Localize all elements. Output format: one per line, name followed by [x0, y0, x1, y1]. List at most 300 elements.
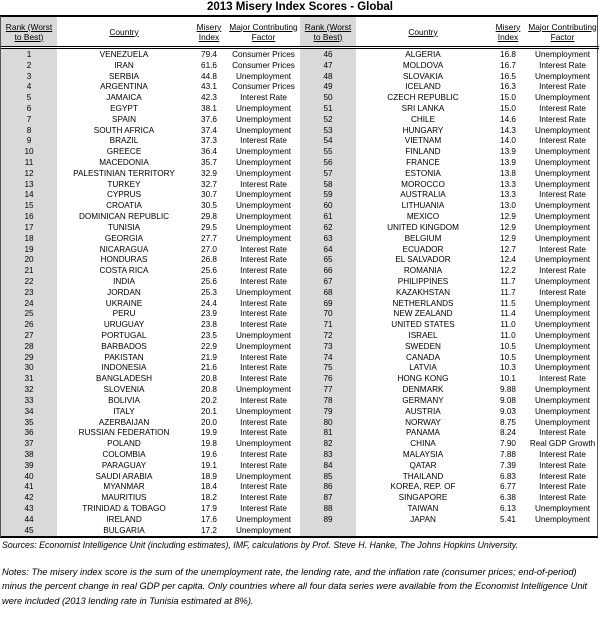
rank-cell: 87: [300, 492, 356, 503]
index-cell: 32.9: [201, 168, 217, 178]
rank-cell: 72: [300, 330, 356, 341]
table-row: [1, 330, 300, 341]
country-cell: DOMINICAN REPUBLIC: [78, 212, 170, 222]
table-row: [1, 168, 300, 179]
factor-cell: Unemployment: [534, 179, 591, 189]
rank-cell: 13: [1, 179, 57, 190]
country-cell: VENEZUELA: [99, 49, 149, 59]
rank-cell: 37: [1, 438, 57, 449]
index-cell: 11.7: [500, 287, 516, 297]
rank-cell: 76: [300, 373, 356, 384]
index-cell: 23.5: [201, 331, 217, 341]
table-row: [300, 254, 599, 265]
factor-cell: Interest Rate: [240, 244, 287, 254]
table-row: [300, 71, 599, 82]
country-cell: ICELAND: [405, 82, 441, 92]
table-body-right: [300, 49, 599, 536]
table-row: [300, 298, 599, 309]
rank-cell: 34: [1, 406, 57, 417]
country-cell: PAKISTAN: [104, 352, 144, 362]
rank-cell: 69: [300, 298, 356, 309]
index-cell: 5.41: [500, 514, 516, 524]
index-cell: 19.9: [201, 428, 217, 438]
factor-cell: Unemployment: [534, 395, 591, 405]
table-row: [1, 352, 300, 363]
table-row: [300, 460, 599, 471]
index-cell: 22.9: [201, 341, 217, 351]
rank-cell: 1: [1, 49, 57, 60]
factor-cell: Interest Rate: [539, 114, 586, 124]
factor-cell: Interest Rate: [539, 374, 586, 384]
country-cell: NORWAY: [405, 417, 441, 427]
country-cell: COSTA RICA: [99, 266, 149, 276]
factor-column-header: Major Contributing Factor: [229, 21, 298, 42]
country-cell: CHILE: [410, 114, 436, 124]
factor-cell: Interest Rate: [539, 190, 586, 200]
rank-cell: 65: [300, 254, 356, 265]
page-title: 2013 Misery Index Scores - Global: [207, 1, 393, 13]
country-cell: KOREA, REP. OF: [390, 482, 456, 492]
index-cell: 20.8: [201, 385, 217, 395]
table-row: [300, 114, 599, 125]
rank-cell: [300, 525, 356, 536]
rank-cell: 15: [1, 200, 57, 211]
factor-cell: Unemployment: [534, 222, 591, 232]
index-cell: 7.88: [500, 449, 516, 459]
rank-cell: 32: [1, 384, 57, 395]
rank-cell: 25: [1, 309, 57, 320]
index-cell: 42.3: [201, 93, 217, 103]
index-cell: 13.0: [500, 201, 516, 211]
country-cell: HUNGARY: [402, 125, 444, 135]
rank-cell: 52: [300, 114, 356, 125]
table-row: [300, 49, 599, 60]
table-row: [300, 482, 599, 493]
index-cell: 16.7: [500, 60, 516, 70]
rank-cell: 16: [1, 211, 57, 222]
country-cell: PERU: [112, 309, 136, 319]
rank-cell: 6: [1, 103, 57, 114]
index-cell: 36.4: [201, 147, 217, 157]
index-cell: 79.4: [201, 49, 217, 59]
table-row: [1, 525, 300, 536]
index-cell: 29.5: [201, 222, 217, 232]
index-cell: 11.7: [500, 276, 516, 286]
table-row: [300, 341, 599, 352]
index-cell: 37.3: [201, 136, 217, 146]
table-row: [300, 81, 599, 92]
rank-cell: 4: [1, 81, 57, 92]
rank-cell: 5: [1, 92, 57, 103]
country-cell: BULGARIA: [103, 525, 145, 535]
rank-cell: 7: [1, 114, 57, 125]
index-cell: 37.6: [201, 114, 217, 124]
table-row: [1, 460, 300, 471]
factor-cell: Interest Rate: [240, 320, 287, 330]
index-cell: 21.6: [201, 363, 217, 373]
factor-cell: Unemployment: [235, 190, 292, 200]
table-row: [1, 136, 300, 147]
index-cell: 6.83: [500, 471, 516, 481]
index-cell: 27.7: [201, 233, 217, 243]
index-cell: 61.6: [201, 60, 217, 70]
index-cell: 12.2: [500, 266, 516, 276]
rank-cell: 81: [300, 427, 356, 438]
country-cell: MAURITIUS: [101, 493, 147, 503]
factor-cell: Unemployment: [235, 147, 292, 157]
index-cell: 14.0: [500, 136, 516, 146]
table-right-half: [300, 17, 599, 536]
table-row: [300, 373, 599, 384]
country-cell: TUNISIA: [107, 222, 141, 232]
index-cell: 24.4: [201, 298, 217, 308]
index-cell: 21.9: [201, 352, 217, 362]
rank-cell: 18: [1, 233, 57, 244]
table-row: [300, 276, 599, 287]
factor-cell: Interest Rate: [240, 374, 287, 384]
rank-column-header: Rank (Worst to Best): [300, 17, 356, 46]
table-row: [300, 330, 599, 341]
country-cell: ISRAEL: [408, 331, 438, 341]
factor-cell: Unemployment: [235, 525, 292, 535]
index-cell: 13.9: [500, 158, 516, 168]
rank-cell: 63: [300, 233, 356, 244]
index-cell: 9.08: [500, 395, 516, 405]
factor-cell: Unemployment: [534, 504, 591, 514]
table-row: [300, 427, 599, 438]
country-cell: DENMARK: [402, 385, 444, 395]
rank-cell: 47: [300, 60, 356, 71]
factor-cell: Interest Rate: [539, 244, 586, 254]
factor-cell: Unemployment: [534, 309, 591, 319]
factor-cell: Unemployment: [534, 341, 591, 351]
table-row: [300, 309, 599, 320]
country-cell: LATVIA: [409, 363, 437, 373]
country-cell: PORTUGAL: [101, 331, 147, 341]
factor-cell: Interest Rate: [240, 504, 287, 514]
factor-cell: Unemployment: [534, 233, 591, 243]
country-cell: MEXICO: [406, 212, 440, 222]
factor-cell: Unemployment: [534, 158, 591, 168]
country-cell: GREECE: [106, 147, 142, 157]
index-cell: [490, 525, 526, 536]
rank-cell: 74: [300, 352, 356, 363]
factor-cell: Interest Rate: [240, 493, 287, 503]
country-cell: BOLIVIA: [108, 395, 140, 405]
index-cell: 14.6: [500, 114, 516, 124]
rank-cell: 28: [1, 341, 57, 352]
factor-cell: Unemployment: [534, 125, 591, 135]
table-row: [1, 406, 300, 417]
country-cell: AZERBAIJAN: [98, 417, 150, 427]
table-row: [1, 71, 300, 82]
rank-cell: 51: [300, 103, 356, 114]
rank-cell: 49: [300, 81, 356, 92]
methodology-note: Notes: The misery index score is the sum of the unemployment rate, the lending rate, and the inflation rate (consumer prices; end-of-period) minus the percent change in real GDP per capita. Only countries where all four data series were available from the Economist Intelligence Unit were included (2013 lending rate in Tunisia estimated at 8%).: [2, 566, 588, 606]
index-cell: 7.39: [500, 460, 516, 470]
table-row: [1, 233, 300, 244]
index-cell: 18.4: [201, 482, 217, 492]
rank-cell: 53: [300, 125, 356, 136]
rank-cell: 55: [300, 146, 356, 157]
factor-cell: Interest Rate: [240, 395, 287, 405]
factor-cell: Interest Rate: [240, 136, 287, 146]
country-cell: CROATIA: [106, 201, 142, 211]
rank-cell: 59: [300, 190, 356, 201]
table-body-left: [1, 49, 300, 536]
country-cell: GEORGIA: [104, 233, 144, 243]
index-cell: 18.9: [201, 471, 217, 481]
rank-cell: 41: [1, 482, 57, 493]
table-row: [1, 384, 300, 395]
index-cell: 9.03: [500, 406, 516, 416]
country-cell: EL SALVADOR: [395, 255, 451, 265]
index-cell: 11.0: [500, 320, 516, 330]
country-cell: ARGENTINA: [100, 82, 148, 92]
rank-cell: 58: [300, 179, 356, 190]
table-row: [1, 363, 300, 374]
rank-cell: 29: [1, 352, 57, 363]
table-row: [1, 254, 300, 265]
index-cell: 35.7: [201, 158, 217, 168]
index-cell: 17.2: [201, 525, 217, 535]
factor-cell: Interest Rate: [539, 287, 586, 297]
rank-cell: 80: [300, 417, 356, 428]
rank-cell: 60: [300, 200, 356, 211]
country-cell: EGYPT: [110, 103, 138, 113]
index-cell: 30.7: [201, 190, 217, 200]
country-cell: AUSTRIA: [405, 406, 441, 416]
rank-cell: 35: [1, 417, 57, 428]
index-cell: 12.7: [500, 244, 516, 254]
table-row: [300, 244, 599, 255]
index-cell: 9.88: [500, 385, 516, 395]
index-cell: 10.5: [500, 341, 516, 351]
index-cell: 8.24: [500, 428, 516, 438]
rank-cell: 27: [1, 330, 57, 341]
factor-column-header: Major Contributing Factor: [528, 21, 597, 42]
table-row: [1, 373, 300, 384]
rank-cell: 54: [300, 136, 356, 147]
rank-cell: 61: [300, 211, 356, 222]
table-row: [1, 276, 300, 287]
index-cell: 26.8: [201, 255, 217, 265]
table-row: [1, 200, 300, 211]
factor-cell: Unemployment: [534, 49, 591, 59]
factor-cell: Unemployment: [534, 331, 591, 341]
factor-cell: Interest Rate: [240, 298, 287, 308]
country-cell: MYANMAR: [103, 482, 145, 492]
rank-cell: 24: [1, 298, 57, 309]
table-row: [300, 471, 599, 482]
country-cell: NICARAGUA: [99, 244, 149, 254]
factor-cell: Interest Rate: [240, 482, 287, 492]
table-row: [1, 319, 300, 330]
index-cell: 10.3: [500, 363, 516, 373]
index-cell: 10.1: [500, 374, 516, 384]
factor-cell: Unemployment: [534, 320, 591, 330]
country-cell: JORDAN: [107, 287, 141, 297]
table-row: [300, 417, 599, 428]
factor-cell: Unemployment: [235, 406, 292, 416]
table-row: [300, 287, 599, 298]
index-cell: 25.3: [201, 287, 217, 297]
index-cell: 29.8: [201, 212, 217, 222]
table-row: [1, 103, 300, 114]
factor-cell: Unemployment: [235, 103, 292, 113]
factor-cell: Consumer Prices: [232, 82, 295, 92]
rank-cell: 9: [1, 136, 57, 147]
misery-index-column-header: Misery Index: [495, 21, 521, 42]
country-cell: JAPAN: [410, 514, 436, 524]
country-cell: AUSTRALIA: [400, 190, 446, 200]
index-cell: 13.3: [500, 179, 516, 189]
rank-cell: 78: [300, 395, 356, 406]
rank-cell: 23: [1, 287, 57, 298]
factor-cell: Interest Rate: [240, 179, 287, 189]
table-row: [1, 190, 300, 201]
rank-cell: 12: [1, 168, 57, 179]
index-cell: 18.2: [201, 493, 217, 503]
factor-cell: Unemployment: [235, 222, 292, 232]
country-column-header: Country: [109, 26, 139, 37]
table-row: [1, 244, 300, 255]
index-cell: 23.8: [201, 320, 217, 330]
table-row: [300, 157, 599, 168]
country-cell: TRINIDAD & TOBAGO: [82, 504, 166, 514]
country-cell: MALAYSIA: [402, 449, 444, 459]
rank-cell: 38: [1, 449, 57, 460]
index-cell: 16.3: [500, 82, 516, 92]
country-cell: SWEDEN: [405, 341, 441, 351]
factor-cell: Unemployment: [235, 514, 292, 524]
rank-cell: 20: [1, 254, 57, 265]
factor-cell: Interest Rate: [539, 449, 586, 459]
factor-cell: Unemployment: [235, 331, 292, 341]
table-row: [300, 168, 599, 179]
factor-cell: Unemployment: [235, 114, 292, 124]
table-row: [300, 60, 599, 71]
index-cell: 13.9: [500, 147, 516, 157]
rank-cell: 77: [300, 384, 356, 395]
country-cell: POLAND: [107, 439, 141, 449]
table-row: [300, 103, 599, 114]
table-row: [300, 363, 599, 374]
factor-cell: Unemployment: [534, 147, 591, 157]
country-cell: SOUTH AFRICA: [93, 125, 155, 135]
country-cell: NEW ZEALAND: [393, 309, 453, 319]
factor-cell: Interest Rate: [539, 266, 586, 276]
index-cell: 20.8: [201, 374, 217, 384]
rank-cell: 17: [1, 222, 57, 233]
index-cell: 14.3: [500, 125, 516, 135]
sources-note: Sources: Economist Intelligence Unit (including estimates), IMF, calculations by Prof. Steve H. Hanke, The Johns Hopkins University.: [2, 539, 518, 550]
table-row: [1, 341, 300, 352]
country-cell: SAUDI ARABIA: [95, 471, 153, 481]
factor-cell: Unemployment: [235, 125, 292, 135]
table-row: [300, 265, 599, 276]
table-row: [1, 146, 300, 157]
index-cell: 44.8: [201, 71, 217, 81]
index-cell: 19.6: [201, 449, 217, 459]
country-cell: SINGAPORE: [398, 493, 448, 503]
rank-cell: 66: [300, 265, 356, 276]
table-row: [300, 200, 599, 211]
country-cell: HONG KONG: [397, 374, 449, 384]
rank-cell: 70: [300, 309, 356, 320]
rank-cell: 21: [1, 265, 57, 276]
index-cell: 17.9: [201, 504, 217, 514]
factor-cell: Interest Rate: [240, 428, 287, 438]
country-cell: IRAN: [114, 60, 134, 70]
rank-cell: 83: [300, 449, 356, 460]
rank-cell: 71: [300, 319, 356, 330]
factor-cell: Unemployment: [235, 233, 292, 243]
country-cell: IRELAND: [106, 514, 142, 524]
factor-cell: Interest Rate: [539, 482, 586, 492]
factor-cell: Unemployment: [534, 352, 591, 362]
table-row: [300, 319, 599, 330]
table-row: [1, 417, 300, 428]
index-cell: 17.6: [201, 514, 217, 524]
index-cell: 7.90: [500, 439, 516, 449]
country-cell: KAZAKHSTAN: [396, 287, 450, 297]
country-cell: PHILIPPINES: [397, 276, 449, 286]
index-cell: 16.5: [500, 71, 516, 81]
table-row: [300, 449, 599, 460]
index-cell: 27.0: [201, 244, 217, 254]
factor-cell: Unemployment: [235, 201, 292, 211]
factor-cell: Interest Rate: [240, 363, 287, 373]
table-row: [1, 49, 300, 60]
table-row: [1, 211, 300, 222]
rank-cell: 62: [300, 222, 356, 233]
country-cell: NETHERLANDS: [392, 298, 454, 308]
table-row: [1, 449, 300, 460]
factor-cell: Unemployment: [534, 514, 591, 524]
rank-cell: 45: [1, 525, 57, 536]
country-cell: CHINA: [410, 439, 436, 449]
table-row: [1, 60, 300, 71]
rank-cell: 88: [300, 503, 356, 514]
rank-cell: 84: [300, 460, 356, 471]
factor-cell: Unemployment: [534, 417, 591, 427]
rank-cell: 67: [300, 276, 356, 287]
country-cell: TAIWAN: [407, 504, 439, 514]
country-cell: QATAR: [409, 460, 437, 470]
misery-index-column-header: Misery Index: [196, 21, 222, 42]
factor-cell: Unemployment: [534, 298, 591, 308]
table-row: [1, 471, 300, 482]
factor-cell: Unemployment: [235, 439, 292, 449]
index-cell: 12.4: [500, 255, 516, 265]
country-cell: BRAZIL: [109, 136, 139, 146]
table-row: [300, 395, 599, 406]
country-cell: ALGERIA: [405, 49, 441, 59]
country-cell: GERMANY: [402, 395, 444, 405]
index-cell: 16.8: [500, 49, 516, 59]
country-cell: JAMAICA: [106, 93, 142, 103]
index-cell: 15.0: [500, 93, 516, 103]
factor-cell: Interest Rate: [539, 103, 586, 113]
factor-cell: Unemployment: [235, 385, 292, 395]
index-cell: 8.75: [500, 417, 516, 427]
rank-cell: 82: [300, 438, 356, 449]
rank-cell: 86: [300, 482, 356, 493]
factor-cell: Interest Rate: [539, 460, 586, 470]
table-row: [1, 427, 300, 438]
country-cell: MOROCCO: [401, 179, 445, 189]
